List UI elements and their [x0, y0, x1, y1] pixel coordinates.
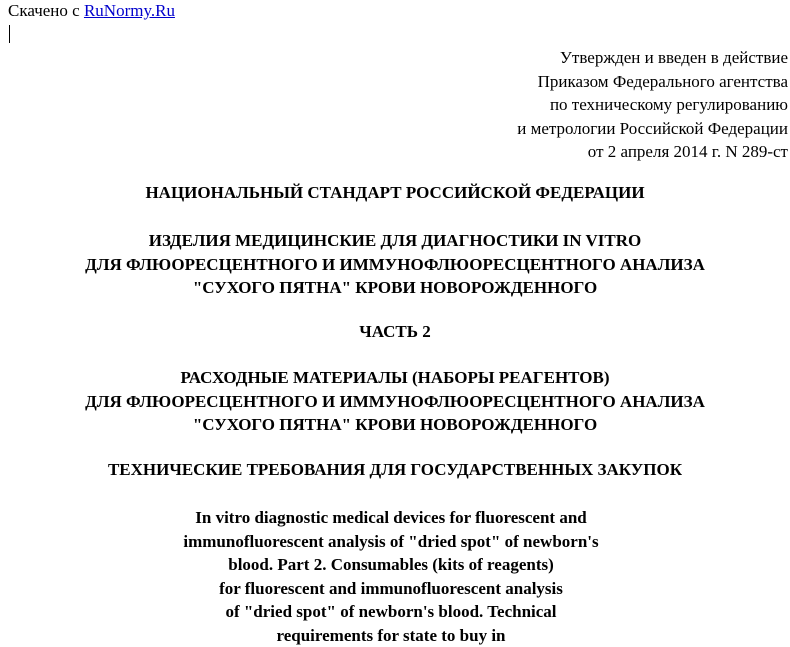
procurement-title-text: ТЕХНИЧЕСКИЕ ТРЕБОВАНИЯ ДЛЯ ГОСУДАРСТВЕННЫХ ЗАКУПОК [0, 458, 790, 482]
download-notice-prefix: Скачено с [8, 1, 84, 20]
part-label-text: ЧАСТЬ 2 [0, 320, 790, 344]
english-title-line: blood. Part 2. Consumables (kits of reagents) [0, 553, 786, 577]
english-title-line: for fluorescent and immunofluorescent analysis [0, 577, 786, 601]
approval-statement [517, 46, 788, 164]
english-title-line: In vitro diagnostic medical devices for fluorescent and [0, 506, 786, 530]
english-title-line: requirements for state to buy in [0, 624, 786, 647]
part-title-line: "СУХОГО ПЯТНА" КРОВИ НОВОРОЖДЕННОГО [0, 413, 790, 437]
download-notice [8, 1, 175, 21]
product-title-line: ИЗДЕЛИЯ МЕДИЦИНСКИЕ ДЛЯ ДИАГНОСТИКИ IN VITRO [0, 229, 790, 253]
approval-line: Утвержден и введен в действие [517, 46, 788, 70]
approval-line: по техническому регулированию [517, 93, 788, 117]
runormy-link[interactable]: RuNormy.Ru [84, 1, 175, 20]
part-title-line: РАСХОДНЫЕ МАТЕРИАЛЫ (НАБОРЫ РЕАГЕНТОВ) [0, 366, 790, 390]
part-title [0, 366, 790, 437]
standard-title [0, 181, 790, 205]
product-title [0, 229, 790, 300]
text-cursor [9, 25, 10, 43]
procurement-title [0, 458, 790, 482]
product-title-line: "СУХОГО ПЯТНА" КРОВИ НОВОРОЖДЕННОГО [0, 276, 790, 300]
approval-line: Приказом Федерального агентства [517, 70, 788, 94]
part-title-line: ДЛЯ ФЛЮОРЕСЦЕНТНОГО И ИММУНОФЛЮОРЕСЦЕНТНОГО АНАЛИЗА [0, 390, 790, 414]
product-title-line: ДЛЯ ФЛЮОРЕСЦЕНТНОГО И ИММУНОФЛЮОРЕСЦЕНТНОГО АНАЛИЗА [0, 253, 790, 277]
english-title-line: immunofluorescent analysis of "dried spot" of newborn's [0, 530, 786, 554]
approval-line: от 2 апреля 2014 г. N 289-ст [517, 140, 788, 164]
part-label [0, 320, 790, 344]
approval-line: и метрологии Российской Федерации [517, 117, 788, 141]
standard-title-text: НАЦИОНАЛЬНЫЙ СТАНДАРТ РОССИЙСКОЙ ФЕДЕРАЦИИ [0, 181, 790, 205]
english-title-line: of "dried spot" of newborn's blood. Technical [0, 600, 786, 624]
english-title [0, 506, 786, 647]
